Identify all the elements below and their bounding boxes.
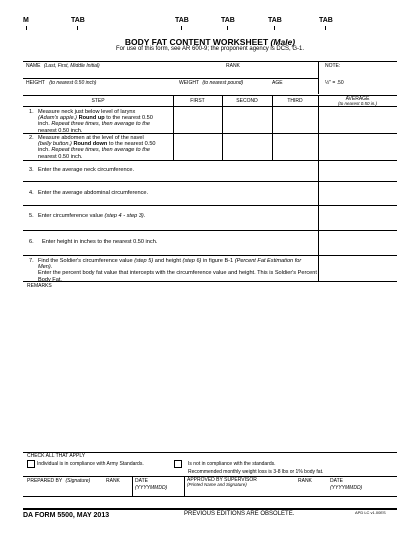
step-1-hint: (Adam's apple.): [38, 115, 77, 122]
height-label: [26, 80, 96, 86]
column-divider: [184, 476, 185, 496]
divider: [23, 61, 397, 62]
height-label-text: HEIGHT: [26, 80, 45, 86]
column-divider: [173, 95, 174, 160]
step-6-number: 6.: [29, 239, 34, 245]
approved-by-hint: (Printed Name and Signature): [187, 482, 247, 487]
step-7-text-part: and height: [154, 258, 181, 264]
column-divider: [132, 476, 133, 496]
step-1-line: Measure neck just below level of larynx: [38, 109, 136, 115]
prepared-by-hint: (Signature): [65, 478, 91, 484]
tick: [227, 26, 228, 30]
step-6-value-field[interactable]: [320, 232, 395, 253]
note-label: NOTE:: [325, 63, 341, 69]
step-7-hint: (step 5): [134, 258, 154, 264]
step-2-first-field[interactable]: [175, 134, 220, 158]
weight-label: [179, 80, 243, 86]
step-2-text-part: inch.: [38, 147, 50, 154]
step-5-hint: (step 4 - step 3): [104, 213, 144, 219]
tick: [325, 26, 326, 30]
weight-label-text: WEIGHT: [179, 80, 199, 86]
step-2-hint: Repeat three times, then average to the: [51, 147, 150, 154]
note-text: ½" = .50: [325, 80, 344, 86]
prepared-by-label: [27, 478, 90, 484]
step-2-second-field[interactable]: [224, 134, 270, 158]
row-divider: [23, 255, 397, 256]
step-4-number: 4.: [29, 190, 34, 196]
header-third: THIRD: [287, 98, 303, 104]
step-1-first-field[interactable]: [175, 108, 220, 132]
step-7-line: Enter the percent body fat value that intercepts with the circumference value and height. This is Soldier's Percent: [38, 270, 317, 277]
approved-by-label: APPROVED BY SUPERVISOR: [187, 477, 257, 483]
step-6-text: Enter height in inches to the nearest 0.50 inch.: [42, 239, 158, 245]
step-1-second-field[interactable]: [224, 108, 270, 132]
apd-version: APD LC v1.00ES: [355, 510, 386, 515]
age-label: AGE: [272, 80, 283, 86]
step-1-text-part: inch.: [38, 121, 50, 128]
prepared-by-text: PREPARED BY: [27, 478, 63, 484]
row-divider: [23, 181, 397, 182]
compliance-option-text: Individual is in compliance with Army Standards.: [37, 461, 144, 467]
remarks-label: REMARKS: [27, 283, 52, 289]
tick: [181, 26, 182, 30]
step-7-text: [38, 258, 316, 283]
step-2-text: [38, 135, 156, 160]
step-5-text-part: Enter circumference value: [38, 213, 103, 219]
step-2-line: Measure abdomen at the level of the navel: [38, 135, 144, 141]
step-7-hint: (step 6): [182, 258, 202, 264]
step-1-line: nearest 0.50 inch.: [38, 127, 83, 134]
note-field[interactable]: [320, 70, 395, 77]
height-hint: (to nearest 0.50 inch): [49, 80, 97, 86]
form-id: DA FORM 5500, MAY 2013: [23, 512, 110, 519]
tick: [274, 26, 275, 30]
obsolete-notice: PREVIOUS EDITIONS ARE OBSOLETE.: [184, 511, 295, 517]
tab-marker-4: TAB: [268, 17, 282, 24]
rank-label-2: RANK: [298, 478, 312, 484]
weight-loss-recommendation-text: Recommended monthly weight loss is 3-8 lbs or 1% body fat.: [188, 469, 324, 475]
header-second: SECOND: [236, 98, 258, 104]
divider: [23, 78, 318, 79]
step-3-text: Enter the average neck circumference.: [38, 167, 135, 173]
step-7-line: Body Fat.: [38, 276, 62, 283]
date-hint-2: (YYYYMMDD): [330, 485, 363, 491]
non-compliance-option-text: Is not in compliance with the standards.: [188, 461, 276, 467]
average-column-divider: [318, 95, 319, 281]
form-subtitle: For use of this form, see AR 600-9; the proponent agency is DCS, G-1.: [115, 46, 305, 52]
step-5-text-part: .: [143, 213, 146, 219]
header-average: AVERAGE: [345, 96, 370, 102]
compliance-checkbox[interactable]: [27, 460, 35, 468]
rank-label-1: RANK: [106, 478, 120, 484]
tab-marker-1: TAB: [71, 17, 85, 24]
name-label: [26, 63, 100, 69]
divider: [318, 61, 319, 94]
step-5-value-field[interactable]: [320, 207, 395, 228]
rank-label: RANK: [226, 63, 240, 69]
step-5-text: [38, 213, 145, 219]
step-2-emphasis: Round down: [73, 141, 108, 148]
name-hint: (Last, First, Middle Initial): [43, 63, 100, 69]
name-field[interactable]: [25, 70, 315, 77]
form-title-qualifier: (Male): [270, 37, 296, 47]
header-step: STEP: [91, 98, 105, 104]
step-7-text-part: Find the Soldier's circumference value: [38, 258, 133, 264]
step-7-line: [38, 258, 316, 270]
step-7-hint: (Percent Fat Estimation for Men).: [38, 258, 302, 271]
row-divider: [23, 281, 397, 282]
non-compliance-checkbox[interactable]: [174, 460, 182, 468]
date-hint-1: (YYYYMMDD): [135, 485, 168, 491]
tab-marker-3: TAB: [221, 17, 235, 24]
step-1-third-field[interactable]: [274, 108, 316, 132]
step-7-value-field[interactable]: [320, 257, 395, 280]
step-2-text-part: to the nearest 0.50: [108, 141, 156, 148]
header-average-hint: (to nearest 0.50 in.): [337, 101, 378, 106]
approved-by-signature-field[interactable]: [187, 488, 295, 495]
step-5-number: 5.: [29, 213, 34, 219]
footer-border: [23, 508, 397, 510]
step-1-average-field[interactable]: [320, 108, 395, 132]
prepared-by-signature-field[interactable]: [25, 486, 103, 495]
tick: [77, 26, 78, 30]
step-2-hint: (belly button.): [38, 141, 72, 148]
tab-marker-5: TAB: [319, 17, 333, 24]
step-1-emphasis: Round up: [78, 115, 105, 122]
step-3-value-field[interactable]: [320, 162, 395, 179]
tab-marker-2: TAB: [175, 17, 189, 24]
margin-marker-m: M: [23, 17, 29, 24]
step-3-number: 3.: [29, 167, 34, 173]
step-4-value-field[interactable]: [320, 183, 395, 203]
remarks-field[interactable]: [25, 290, 395, 450]
step-1-text-part: to the nearest 0.50: [106, 115, 153, 122]
row-divider: [23, 230, 397, 231]
step-2-number: 2.: [29, 135, 34, 141]
form-title-text: BODY FAT CONTENT WORKSHEET: [124, 37, 269, 47]
name-label-text: NAME: [26, 63, 41, 69]
step-7-text-part: in figure B-1: [202, 258, 234, 264]
step-1-number: 1.: [29, 109, 34, 115]
row-divider: [23, 160, 397, 161]
divider: [23, 496, 397, 497]
step-1-hint: Repeat three times, then average to the: [51, 121, 150, 128]
step-2-line: [38, 147, 156, 153]
step-2-average-field[interactable]: [320, 134, 395, 158]
step-1-text: [38, 109, 153, 134]
step-7-number: 7.: [29, 258, 34, 264]
row-divider: [23, 205, 397, 206]
step-4-text: Enter the average abdominal circumference.: [38, 190, 149, 196]
header-first: FIRST: [190, 98, 205, 104]
height-weight-age-field[interactable]: [25, 87, 315, 93]
check-label: CHECK ALL THAT APPLY: [27, 453, 86, 459]
step-2-line: nearest 0.50 inch.: [38, 153, 83, 160]
column-divider: [272, 95, 273, 160]
column-divider: [222, 95, 223, 160]
date-label-1: DATE: [135, 478, 148, 484]
tick: [26, 26, 27, 30]
step-1-line: [38, 121, 153, 127]
weight-hint: (to nearest pound): [202, 80, 244, 86]
step-2-third-field[interactable]: [274, 134, 316, 158]
date-label-2: DATE: [330, 478, 343, 484]
